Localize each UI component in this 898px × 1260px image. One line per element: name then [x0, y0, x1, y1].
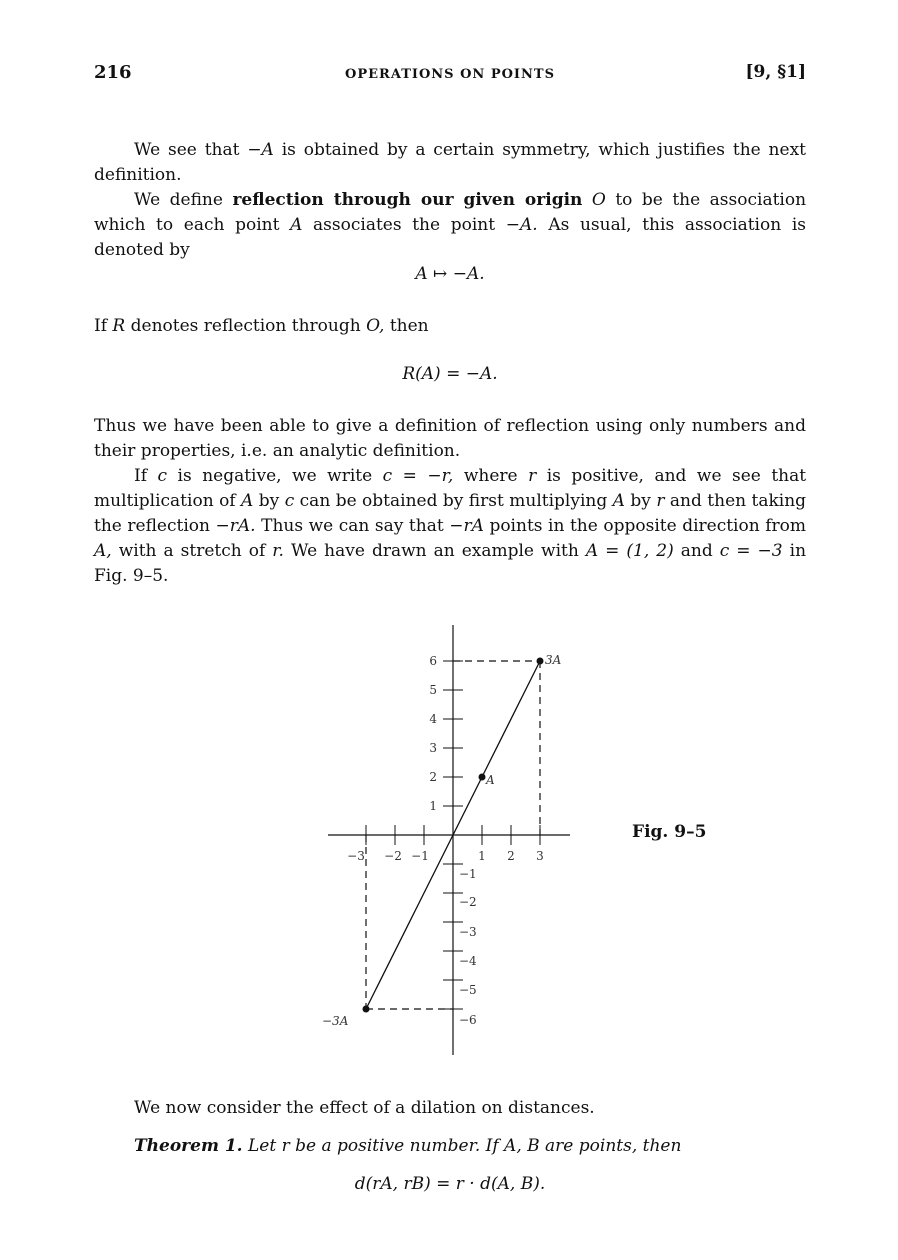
y-tick-label: 4: [429, 712, 437, 726]
label-neg3A: −3A: [322, 1014, 349, 1028]
y-tick-label: −2: [459, 895, 477, 909]
y-tick-label: −1: [459, 867, 477, 881]
paragraph-reflection-definition: We define reflection through our given origin O to be the association which to each point A associates the point −A. As usual, this association is denoted by: [94, 190, 807, 260]
paragraph-symmetry: We see that −A is obtained by a certain symmetry, which justifies the next definition.: [94, 140, 806, 185]
paragraph-negative-scalar: If c is negative, we write c = −r, where r is positive, and we see that multiplication of A by c can be obtained by first multiplying A by r and then taking the reflection −rA. Thus we can say that −rA points in the opposite direction from A, with a stretch of r. We have drawn an example with A = (1, 2) and c = −3 in Fig. 9–5.: [94, 466, 807, 586]
y-tick-label: 2: [429, 770, 437, 784]
page-number: 216: [94, 62, 132, 83]
theorem-text: Let r be a positive number. If A, B are points, then: [248, 1136, 682, 1156]
y-tick-label: 1: [429, 799, 437, 813]
paragraph-dilation: We now consider the effect of a dilation on distances.: [134, 1098, 595, 1118]
section-reference: [9, §1]: [745, 62, 806, 82]
x-tick-label: 2: [507, 849, 515, 863]
figure-9-5: [300, 620, 600, 1060]
running-title: OPERATIONS ON POINTS: [345, 67, 555, 82]
x-tick-label: −2: [384, 849, 402, 863]
x-tick-label: 3: [536, 849, 544, 863]
theorem-statement: [94, 1134, 806, 1159]
equation-reflection: R(A) = −A.: [402, 364, 498, 384]
point-A: [479, 774, 486, 781]
y-tick-label: −5: [459, 983, 477, 997]
x-tick-label: −3: [347, 849, 365, 863]
equation-distance-dilation: d(rA, rB) = r · d(A, B).: [354, 1174, 546, 1194]
y-tick-label: −4: [459, 954, 477, 968]
x-tick-label: 1: [478, 849, 486, 863]
point-3A: [537, 658, 544, 665]
x-tick-label: −1: [411, 849, 429, 863]
label-3A: 3A: [545, 653, 562, 667]
label-A: A: [486, 773, 495, 787]
theorem-label: Theorem 1.: [134, 1136, 243, 1156]
y-tick-label: 6: [429, 654, 437, 668]
equation-mapping: A ↦ −A.: [415, 264, 485, 284]
page-header: [94, 60, 806, 88]
paragraph-analytic-definition: Thus we have been able to give a definition of reflection using only numbers and their properties, i.e. an analytic definition.: [94, 416, 806, 461]
point-neg3A: [363, 1006, 370, 1013]
paragraph-reflection-R: If R denotes reflection through O, then: [94, 316, 429, 336]
figure-caption: Fig. 9–5: [632, 822, 707, 842]
y-tick-label: 3: [429, 741, 437, 755]
y-tick-label: −6: [459, 1013, 477, 1027]
y-tick-label: −3: [459, 925, 477, 939]
defined-term: reflection through our given origin: [232, 190, 583, 210]
y-tick-label: 5: [429, 683, 437, 697]
